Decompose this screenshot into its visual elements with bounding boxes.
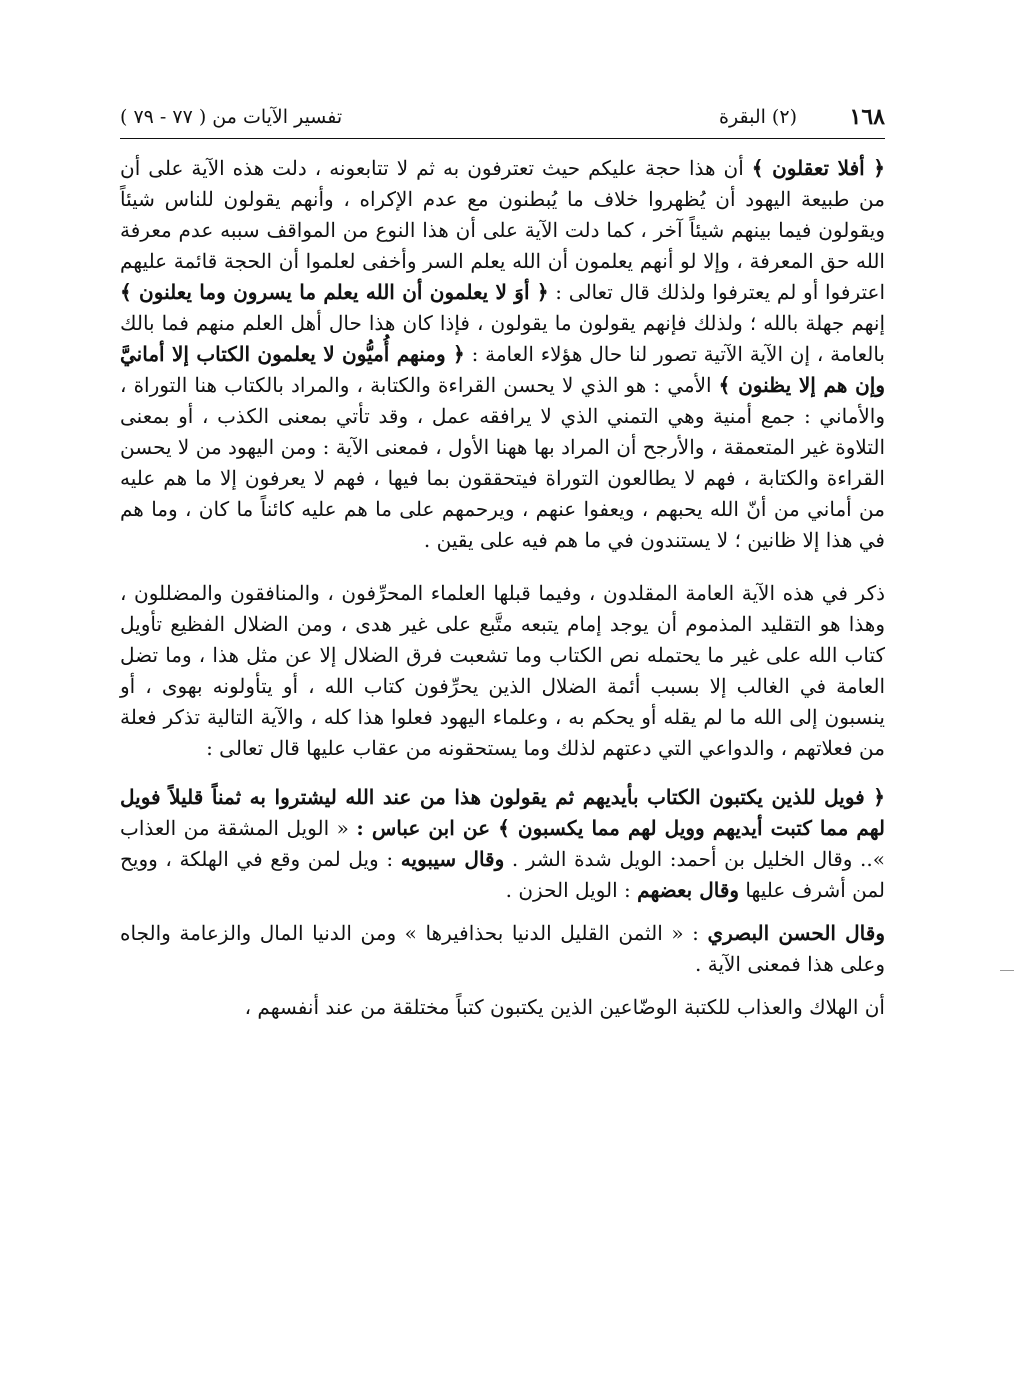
paragraph-text: : ويل لمن وقع في الهلكة ، وويح لمن أشرف عليها — [120, 847, 885, 902]
paragraph-text: الأمي : هو الذي لا يحسن القراءة والكتابة ، والمراد بالكتاب هنا التوراة ، والأماني : جمع أمنية وهي التمني الذي لا يرافقه عمل ، وقد تأتي بمعنى الكذب ، أو بمعنى التلاوة غير المتعمقة ، والأرجح أن المراد بها ههنا الأول ، فمعنى الآية : ومن اليهود من لا يحسن القراءة والكتابة ، فهم لا يطالعون التوراة فيتحققون بما فيها ، فهم لا يعرفون إلا ما هم عليه من أماني من أنّ الله يحبهم ، ويعفوا عنهم ، ويرحمهم على ما هم عليه كائناً ما كان ، وما هم في هذا إلا ظانين ؛ لا يستندون في ما هم فيه على يقين . — [120, 373, 886, 552]
paragraph-3 — [120, 782, 885, 906]
quran-verse: ﴿ أفلا تعقلون ﴾ — [751, 156, 885, 180]
paragraph-text: « الويل المشقة من العذاب ».. وقال الخليل بن أحمد: الويل شدة الشر . — [120, 816, 886, 871]
page-number: ١٦٨ — [849, 104, 885, 130]
paragraph-text: إنهم جهلة بالله ؛ ولذلك فإنهم يقولون ما يقولون ، فإذا كان هذا حال أهل العلم منهم فما بالك بالعامة ، إن الآية الآتية تصور لنا حال هؤلاء العامة : — [120, 311, 885, 366]
paragraph-5: أن الهلاك والعذاب للكتبة الوضّاعين الذين يكتبون كتباً مختلقة من عند أنفسهم ، — [244, 995, 885, 1019]
book-page — [120, 98, 885, 1023]
paragraph-4 — [120, 918, 885, 980]
quran-verse: ﴿ أوَ لا يعلمون أن الله يعلم ما يسرون وما يعلنون ﴾ — [120, 280, 549, 304]
surah-label: (٢) البقرة — [719, 106, 797, 128]
quran-verse: ﴿ فويل للذين يكتبون الكتاب بأيديهم ثم يقولون هذا من عند الله ليشتروا به ثمناً قليلاً فويل لهم مما كتبت أيديهم وويل لهم مما يكسبون ﴾ — [120, 785, 886, 840]
narrator-name: وقال سيبويه — [400, 847, 505, 871]
paragraph-2: ذكر في هذه الآية العامة المقلدون ، وفيما قبلها العلماء المحرِّفون ، والمنافقون والمضللون ، وهذا هو التقليد المذموم أن يوجد إمام يتبعه متَّبع على غير هدى ، ومن الضلال الفظيع تأويل كتاب الله على غير ما يحتمله نص الكتاب وما تشعبت فرق الضلال إلا عن مثل هذا ، وما تضل العامة في الغالب إلا بسبب أئمة الضلال الذين يحرِّفون كتاب الله ، أو يتأولونه بهوى ، أو ينسبون إلى الله ما لم يقله أو يحكم به ، وعلماء اليهود فعلوا هذا كله ، والآية التالية تذكر فعلة من فعلاتهم ، والدواعي التي دعتهم لذلك وما يستحقونه من عقاب عليها قال تعالى : — [120, 581, 885, 760]
scan-mark — [1000, 970, 1014, 971]
paragraph-text: : « الثمن القليل الدنيا بحذافيرها » ومن الدنيا المال والزعامة والجاه وعلى هذا فمعنى الآية . — [120, 921, 885, 976]
paragraph-text: أن هذا حجة عليكم حيث تعترفون به ثم لا تتابعونه ، دلت هذه الآية على أن من طبيعة اليهود أن يُظهروا خلاف ما يُبطنون مع عدم الإكراه ، وأنهم يقولون للناس شيئاً ويقولون فيما بينهم شيئاً آخر ، كما دلت الآية على أن هذا النوع من المواقف سببه عدم معرفة الله حق المعرفة ، وإلا لو أنهم يعلمون أن الله يعلم السر وأخفى لعلموا أن الحجة قائمة عليهم اعترفوا أو لم يعترفوا ولذلك قال تعالى : — [120, 156, 886, 304]
narrator-name: عن ابن عباس : — [356, 816, 499, 840]
paragraph-text: : الويل الحزن . — [505, 878, 638, 902]
quran-verse: ﴿ ومنهم أُميُّون لا يعلمون الكتاب إلا أمانيَّ وإن هم إلا يظنون ﴾ — [120, 342, 885, 397]
page-header — [120, 98, 885, 139]
narrator-name: وقال بعضهم — [637, 878, 740, 902]
section-title: تفسير الآيات من ( ٧٧ - ٧٩ ) — [120, 106, 343, 128]
paragraph-1 — [120, 153, 885, 556]
narrator-name: وقال الحسن البصري — [707, 921, 885, 945]
